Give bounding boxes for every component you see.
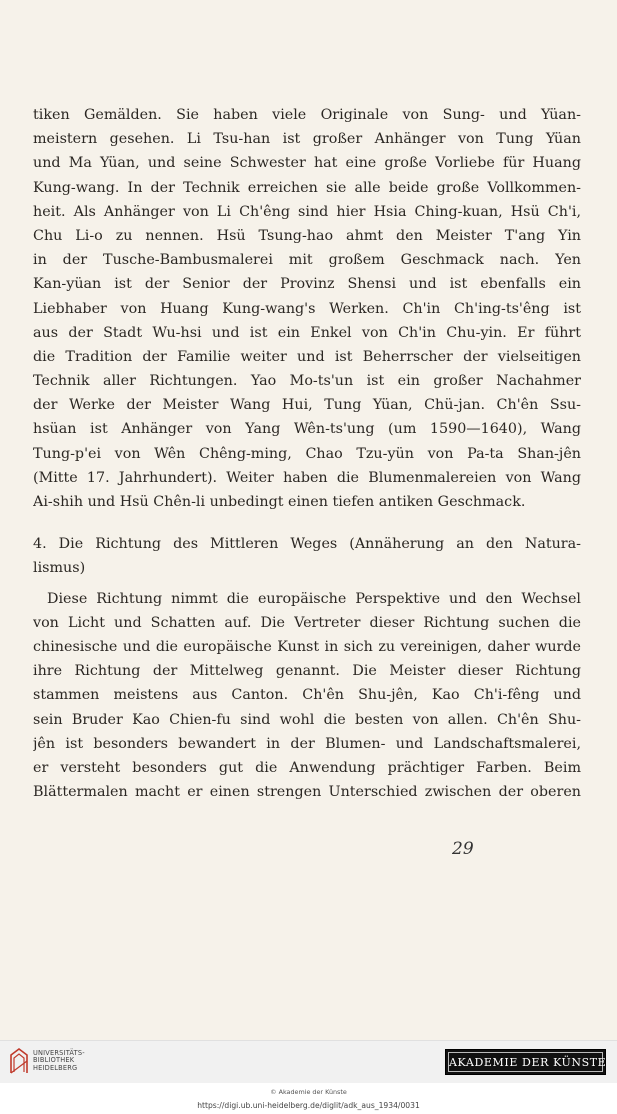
section-heading	[33, 532, 581, 580]
paragraph-1	[33, 103, 581, 514]
text-line: in der Tusche-Bambusmalerei mit großem Geschmack nach. Yen	[33, 252, 581, 269]
text-line: Tung-p'ei von Wên Chêng-ming, Chao Tzu-yün von Pa-ta Shan-jên	[33, 445, 581, 462]
library-name[interactable]	[33, 1050, 85, 1072]
text-line: meistern gesehen. Li Tsu-han ist großer Anhänger von Tung Yüan	[33, 131, 581, 148]
text-line: der Werke der Meister Wang Hui, Tung Yüan, Chü-jan. Ch'ên Ssu-	[33, 397, 581, 414]
text-line: von Licht und Schatten auf. Die Vertreter dieser Richtung suchen die	[33, 614, 581, 631]
text-line: Diese Richtung nimmt die europäische Perspektive und den Wechsel	[47, 590, 581, 607]
text-line: chinesische und die europäische Kunst in sich zu vereinigen, daher wurde	[33, 638, 581, 655]
text-line: aus der Stadt Wu-hsi und ist ein Enkel von Ch'in Chu-yin. Er führt	[33, 324, 581, 341]
text-line: (Mitte 17. Jahrhundert). Weiter haben die Blumenmalereien von Wang	[33, 469, 581, 486]
text-line: Kung-wang. In der Technik erreichen sie alle beide große Vollkommen-	[33, 179, 581, 196]
text-line: sein Bruder Kao Chien-fu sind wohl die besten von allen. Ch'ên Shu-	[33, 711, 581, 728]
text-line: Blättermalen macht er einen strengen Unterschied zwischen der oberen	[33, 784, 581, 801]
body-text	[33, 103, 581, 804]
text-line: Chu Li-o zu nennen. Hsü Tsung-hao ahmt den Meister T'ang Yin	[33, 227, 581, 244]
text-line: Technik aller Richtungen. Yao Mo-ts'un ist ein großer Nachahmer	[33, 373, 581, 390]
text-line: die Tradition der Familie weiter und ist Beherrscher der vielseitigen	[33, 348, 581, 365]
text-line: stammen meistens aus Canton. Ch'ên Shu-jên, Kao Ch'i-fêng und	[33, 687, 581, 704]
page-number: 29	[452, 839, 474, 859]
library-name-line: UNIVERSITÄTS-	[33, 1049, 85, 1057]
text-line: hsüan ist Anhänger von Yang Wên-ts'ung (um 1590—1640), Wang	[33, 421, 581, 438]
library-name-line: HEIDELBERG	[33, 1063, 78, 1072]
copyright-notice: © Akademie der Künste	[270, 1088, 347, 1096]
heading-line: lismus)	[33, 560, 86, 577]
text-line: jên ist besonders bewandert in der Blumen- und Landschaftsmalerei,	[33, 735, 581, 752]
text-line: Kan-yüan ist der Senior der Provinz Shensi und ist ebenfalls ein	[33, 276, 581, 293]
text-line: Liebhaber von Huang Kung-wang's Werken. Ch'in Ch'ing-ts'êng ist	[33, 300, 581, 317]
akademie-logo[interactable]	[445, 1049, 606, 1075]
heading-line: 4. Die Richtung des Mittleren Weges (Annäherung an den Natura-	[33, 536, 581, 553]
akademie-logo-label: AKADEMIE DER KÜNSTE	[448, 1052, 603, 1072]
permalink-url[interactable]: https://digi.ub.uni-heidelberg.de/diglit/adk_aus_1934/0031	[197, 1101, 420, 1110]
paragraph-gap	[33, 514, 581, 532]
library-name-line: BIBLIOTHEK	[33, 1056, 75, 1065]
text-line: Ai-shih und Hsü Chên-li unbedingt einen tiefen antiken Geschmack.	[33, 494, 526, 510]
text-line: ihre Richtung der Mittelweg genannt. Die Meister dieser Richtung	[33, 663, 581, 680]
text-line: er versteht besonders gut die Anwendung prächtiger Farben. Beim	[33, 759, 581, 776]
text-line: heit. Als Anhänger von Li Ch'êng sind hier Hsia Ching-kuan, Hsü Ch'i,	[33, 203, 581, 220]
text-line: und Ma Yüan, und seine Schwester hat eine große Vorliebe für Huang	[33, 155, 581, 172]
text-line: tiken Gemälden. Sie haben viele Originale von Sung- und Yüan-	[33, 107, 581, 123]
paragraph-2	[33, 587, 581, 805]
ub-heidelberg-logo-icon[interactable]	[8, 1046, 30, 1076]
